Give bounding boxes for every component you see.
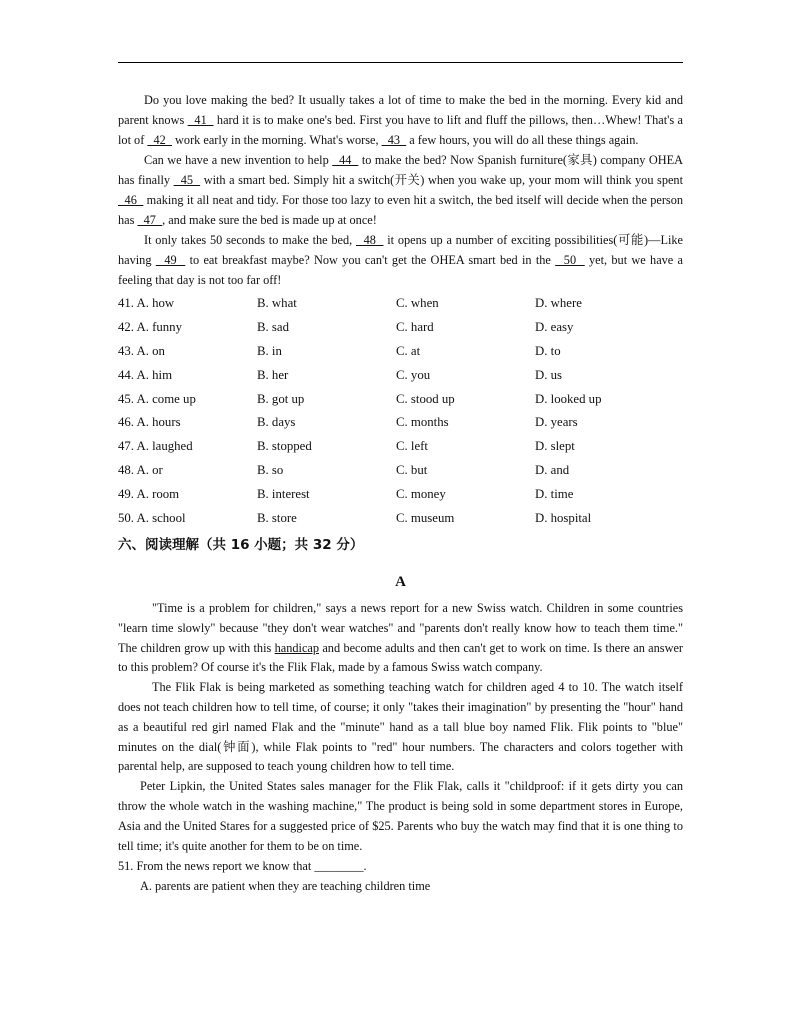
option-d: D. and bbox=[535, 462, 570, 477]
option-a: 49. A. room bbox=[118, 486, 180, 501]
option-row-47 bbox=[118, 435, 683, 459]
option-d: D. easy bbox=[535, 320, 574, 335]
question-51: 51. From the news report we know that ________. bbox=[118, 859, 367, 874]
option-c: C. at bbox=[396, 343, 421, 358]
option-d: D. us bbox=[535, 367, 563, 382]
option-b: B. store bbox=[257, 510, 297, 525]
passage-paragraph-1 bbox=[118, 599, 683, 678]
blank-44: 44 bbox=[332, 153, 359, 167]
blank-43: 43 bbox=[381, 133, 407, 147]
option-c: C. but bbox=[396, 462, 428, 477]
blank-42: 42 bbox=[147, 133, 172, 147]
option-d: D. time bbox=[535, 486, 574, 501]
option-c: C. stood up bbox=[396, 391, 455, 406]
option-a: 43. A. on bbox=[118, 343, 165, 358]
option-a: 44. A. him bbox=[118, 367, 173, 382]
blank-49: 49 bbox=[155, 253, 186, 267]
option-c: C. left bbox=[396, 439, 428, 454]
option-c: C. you bbox=[396, 367, 431, 382]
option-b: B. her bbox=[257, 367, 289, 382]
text: hard it is to make one's bed. First you have to lift and fluff the pillows, then…Whew! That's a lot of bbox=[118, 113, 683, 147]
blank-45: 45 bbox=[173, 173, 201, 187]
cloze-paragraph-3 bbox=[118, 230, 683, 290]
option-a: 48. A. or bbox=[118, 462, 163, 477]
option-a: 50. A. school bbox=[118, 510, 186, 525]
option-b: B. so bbox=[257, 462, 284, 477]
option-d: D. looked up bbox=[535, 391, 602, 406]
option-c: C. months bbox=[396, 415, 449, 430]
text: Can we have a new invention to help bbox=[144, 153, 333, 167]
option-c: C. museum bbox=[396, 510, 455, 525]
option-b: B. stopped bbox=[257, 439, 312, 454]
section-heading: 六、阅读理解（共 16 小题；共 32 分） bbox=[118, 536, 364, 553]
option-row-50 bbox=[118, 506, 683, 530]
option-d: D. hospital bbox=[535, 510, 592, 525]
option-b: B. got up bbox=[257, 391, 305, 406]
text: to eat breakfast maybe? Now you can't get the OHEA smart bed in the bbox=[185, 253, 556, 267]
text: , and make sure the bed is made up at once! bbox=[162, 213, 377, 227]
text: work early in the morning. What's worse, bbox=[171, 133, 382, 147]
answer-options bbox=[118, 292, 683, 530]
blank-41: 41 bbox=[187, 113, 214, 127]
question-51-option-a: A. parents are patient when they are teaching children time bbox=[140, 879, 431, 894]
passage-paragraph-3: Peter Lipkin, the United States sales manager for the Flik Flak, calls it "childproof: if it gets dirty you can throw the whole watch in the washing machine," The product is being sold in some department stores in Europe, Asia and the United Stares for a suggested price of $25. Parents who buy the watch may find that it is one thing to tell time; it's quite another for them to be on time. bbox=[118, 779, 683, 853]
text: "Time is a problem for children," says a news report for a new Swiss watch. Children in some countries "learn time slowly" because "they don't wear watches" and "parents don't really know how to teach them time." The children grow up with this bbox=[118, 600, 683, 655]
option-row-43 bbox=[118, 340, 683, 364]
option-row-42 bbox=[118, 316, 683, 340]
option-b: B. days bbox=[257, 415, 296, 430]
option-a: 41. A. how bbox=[118, 296, 175, 311]
document-body bbox=[118, 90, 683, 896]
option-row-49 bbox=[118, 482, 683, 506]
option-row-48 bbox=[118, 459, 683, 483]
option-d: D. slept bbox=[535, 439, 575, 454]
option-b: B. interest bbox=[257, 486, 310, 501]
option-d: D. years bbox=[535, 415, 578, 430]
text: yet, but we have a feeling that day is not too far off! bbox=[118, 253, 684, 287]
text: to make the bed? Now Spanish furniture(家具) company OHEA has finally bbox=[118, 153, 684, 187]
header-rule bbox=[118, 62, 683, 63]
option-a: 46. A. hours bbox=[118, 415, 181, 430]
text: it opens up a number of exciting possibilities(可能)—Like having bbox=[118, 233, 683, 267]
underlined-word: handicap bbox=[274, 640, 320, 655]
option-row-45 bbox=[118, 387, 683, 411]
cloze-paragraph-1 bbox=[118, 90, 683, 150]
text: Do you love making the bed? It usually takes a lot of time to make the bed in the morning. Every kid and parent knows bbox=[118, 93, 683, 127]
text: a few hours, you will do all these things again. bbox=[406, 133, 639, 147]
option-a: 47. A. laughed bbox=[118, 439, 193, 454]
option-row-41 bbox=[118, 292, 683, 316]
text: It only takes 50 seconds to make the bed, bbox=[144, 233, 357, 247]
blank-47: 47 bbox=[137, 213, 163, 227]
cloze-paragraph-2 bbox=[118, 150, 683, 230]
blank-50: 50 bbox=[555, 253, 585, 267]
blank-48: 48 bbox=[356, 233, 384, 247]
option-c: C. hard bbox=[396, 320, 434, 335]
passage-paragraph-2: The Flik Flak is being marketed as something teaching watch for children aged 4 to 10. The watch itself does not teach children how to tell time, of course; it only "takes their imagination" by presenting the "hour" hand as a beautiful red girl named Flak and the "minute" hand as a tall blue boy named Flik. Flik points to "blue" minutes on the dial(钟面), while Flak points to "red" hour numbers. The characters and colors together with parental help, are supposed to teach young children how to tell time. bbox=[118, 680, 683, 774]
text: and become adults and then can't get to work on time. Is there an answer to this problem? Of course it's the Flik Flak, made by a famous Swiss watch company. bbox=[118, 640, 683, 675]
option-d: D. to bbox=[535, 343, 561, 358]
option-a: 45. A. come up bbox=[118, 391, 196, 406]
option-d: D. where bbox=[535, 296, 582, 311]
passage-title: A bbox=[395, 573, 406, 590]
option-row-46 bbox=[118, 411, 683, 435]
blank-46: 46 bbox=[118, 193, 144, 207]
text: with a smart bed. Simply hit a switch(开关) when you wake up, your mom will think you spent bbox=[200, 173, 683, 187]
option-c: C. money bbox=[396, 486, 446, 501]
option-c: C. when bbox=[396, 296, 439, 311]
option-b: B. in bbox=[257, 343, 282, 358]
text: making it all neat and tidy. For those too lazy to even hit a switch, the bed itself will decide when the person has bbox=[118, 193, 684, 227]
option-b: B. what bbox=[257, 296, 297, 311]
option-row-44 bbox=[118, 363, 683, 387]
option-b: B. sad bbox=[257, 320, 289, 335]
option-a: 42. A. funny bbox=[118, 320, 182, 335]
